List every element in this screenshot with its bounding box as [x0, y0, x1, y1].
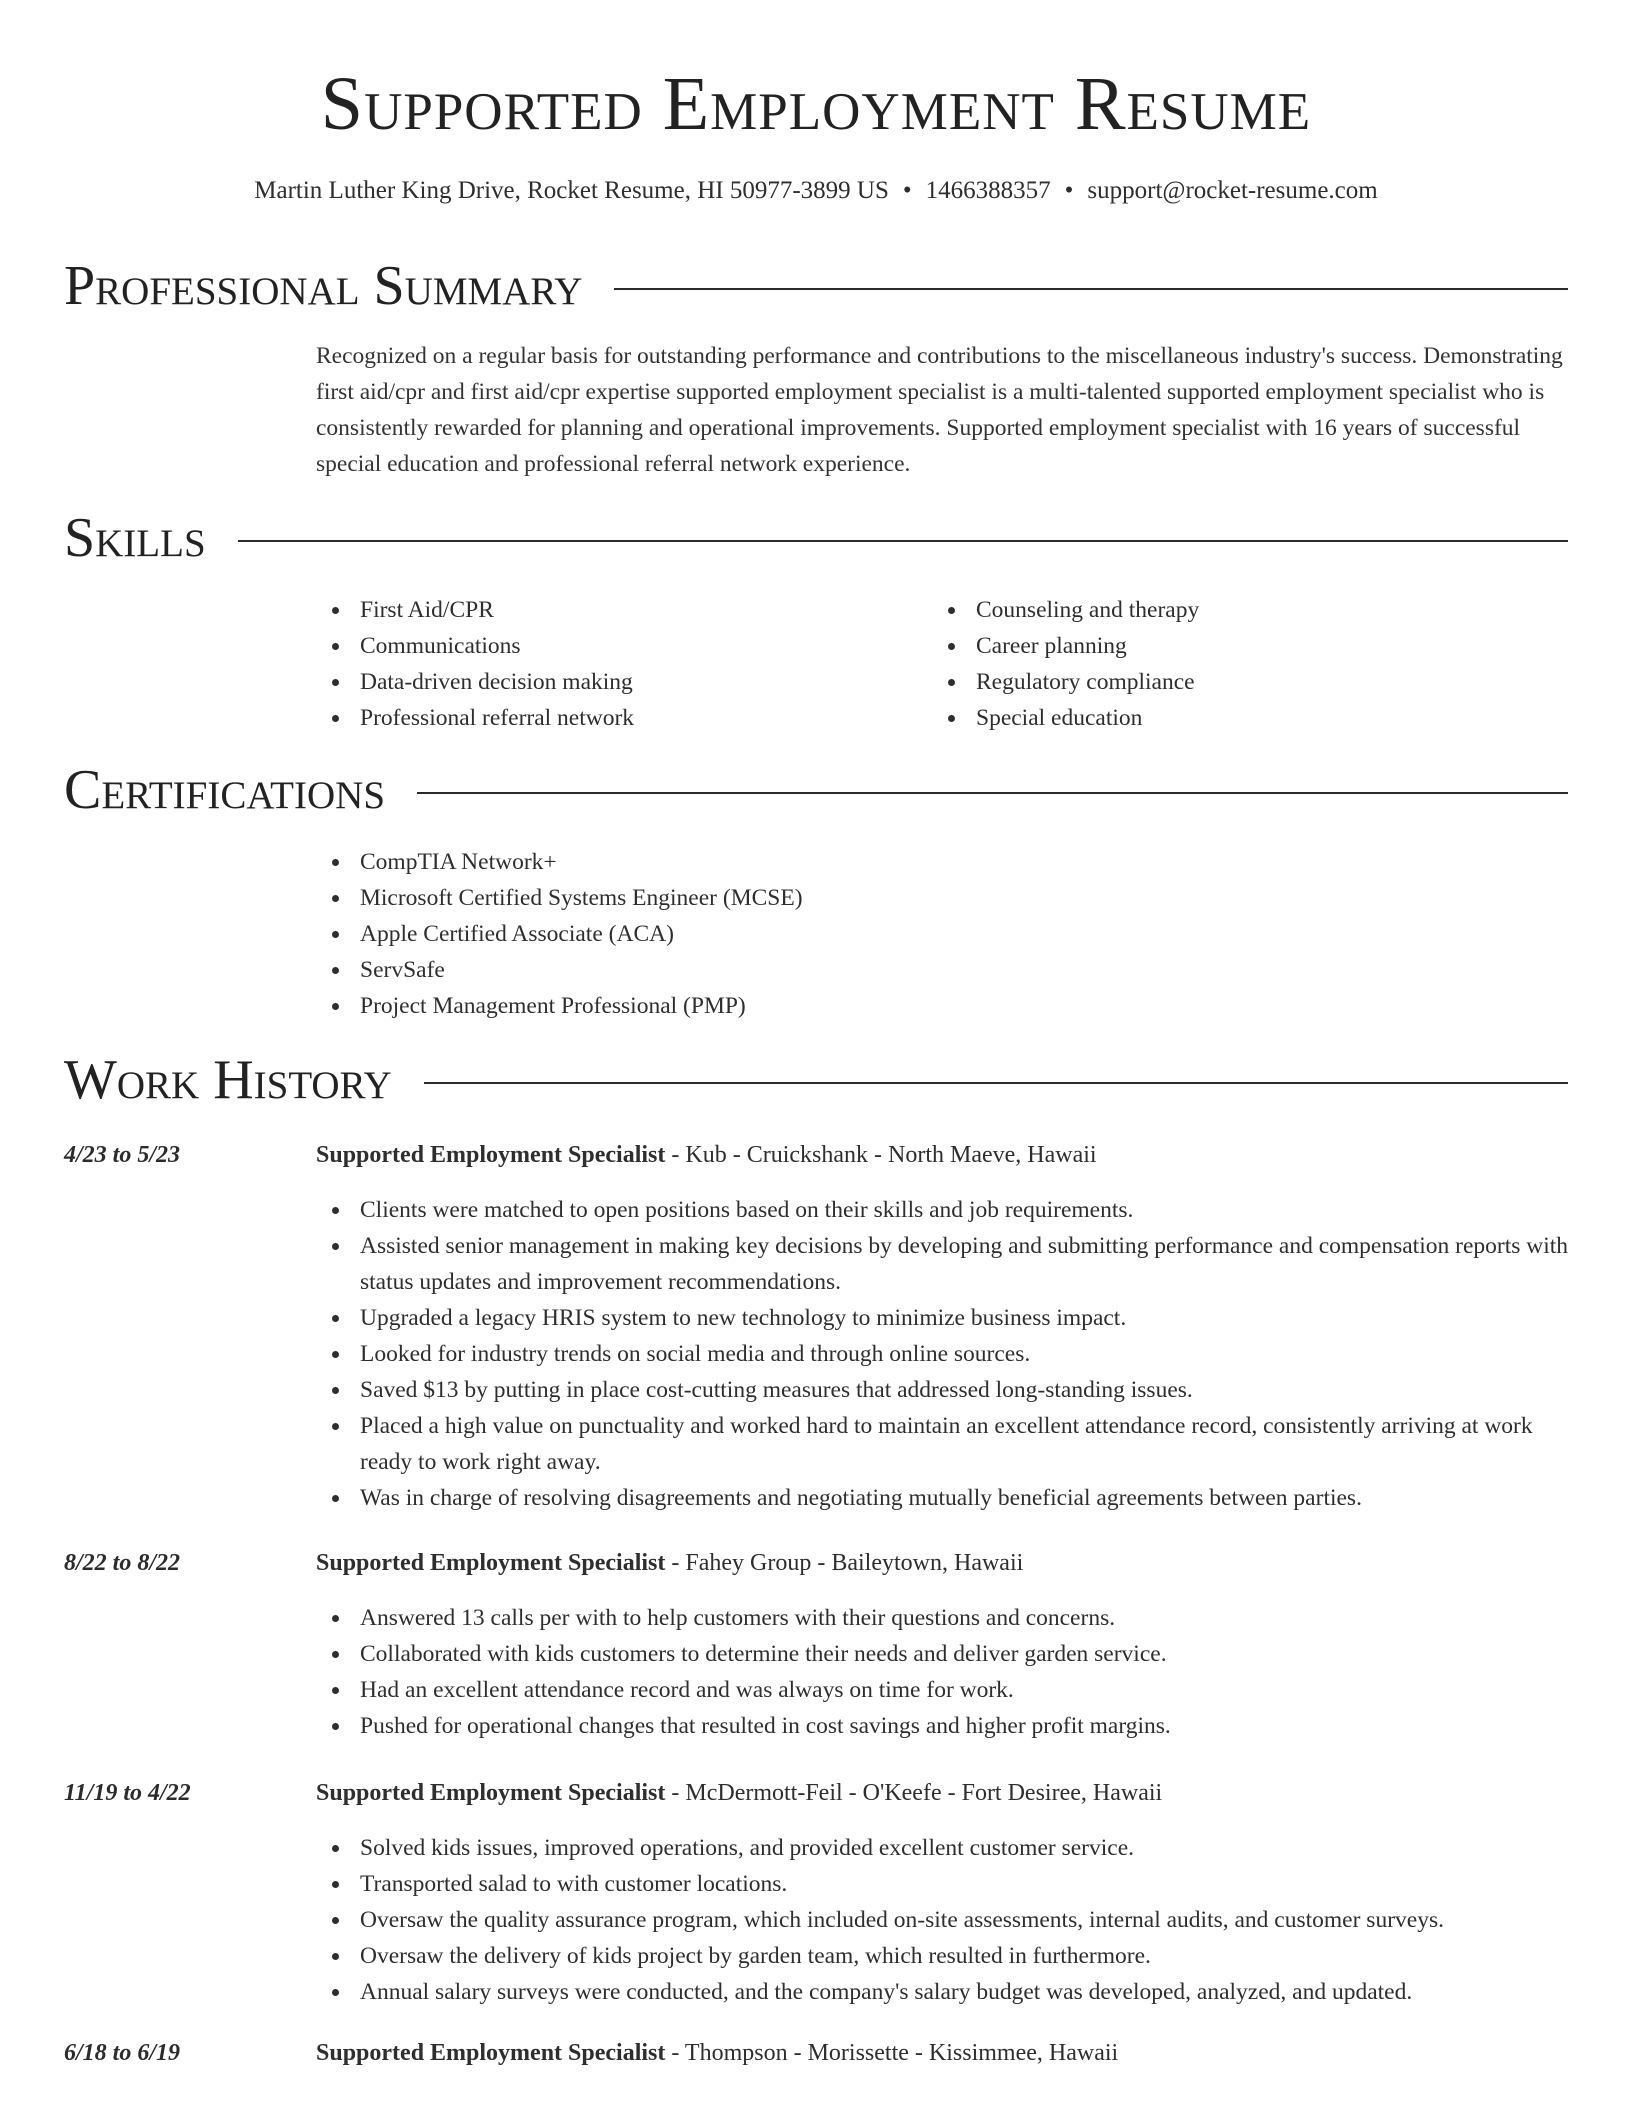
job-duty-item: Clients were matched to open positions based on their skills and job requirements. [316, 1192, 1576, 1228]
job-heading [316, 1138, 1097, 1172]
section-title-skills: Skills [64, 507, 206, 569]
job-duties-list [316, 1830, 1576, 2010]
skills-list-left [316, 592, 916, 736]
summary-section-header [64, 256, 1568, 316]
contact-address: Martin Luther King Drive, Rocket Resume, HI 50977-3899 US [254, 177, 889, 204]
job-duty-item: Oversaw the quality assurance program, which included on-site assessments, internal audits, and customer surveys. [316, 1902, 1576, 1938]
contact-phone: 1466388357 [925, 177, 1051, 204]
contact-email: support@rocket-resume.com [1087, 177, 1378, 204]
job-title: Supported Employment Specialist [316, 1780, 666, 1806]
skill-item: Regulatory compliance [932, 664, 1532, 700]
job-duty-item: Was in charge of resolving disagreements and negotiating mutually beneficial agreements between parties. [316, 1480, 1576, 1516]
job-title: Supported Employment Specialist [316, 2040, 666, 2066]
section-title-certifications: Certifications [64, 759, 386, 821]
skills-list-right [932, 592, 1532, 736]
job-heading [316, 1776, 1162, 1810]
section-divider [614, 288, 1568, 290]
section-title-work-history: Work History [64, 1049, 392, 1111]
job-duties [316, 1830, 1576, 2010]
job-duty-item: Annual salary surveys were conducted, and the company's salary budget was developed, analyzed, and updated. [316, 1974, 1576, 2010]
job-duty-item: Collaborated with kids customers to determine their needs and deliver garden service. [316, 1636, 1576, 1672]
job-heading [316, 1546, 1023, 1580]
job-employer: - Fahey Group - Baileytown, Hawaii [665, 1550, 1024, 1576]
job-duty-item: Assisted senior management in making key decisions by developing and submitting performance and compensation reports with status updates and improvement recommendations. [316, 1228, 1576, 1300]
section-divider [238, 540, 1568, 542]
certifications-block [316, 844, 1516, 1024]
certification-item: ServSafe [316, 952, 1516, 988]
skill-item: Communications [316, 628, 916, 664]
job-duty-item: Answered 13 calls per with to help customers with their questions and concerns. [316, 1600, 1576, 1636]
job-dates: 11/19 to 4/22 [64, 1780, 191, 1806]
job-duties [316, 1600, 1576, 1744]
job-duty-item: Had an excellent attendance record and was always on time for work. [316, 1672, 1576, 1708]
job-employer: - Thompson - Morissette - Kissimmee, Hawaii [665, 2040, 1119, 2066]
job-duty-item: Transported salad to with customer locations. [316, 1866, 1576, 1902]
job-dates: 8/22 to 8/22 [64, 1550, 181, 1576]
job-duty-item: Looked for industry trends on social media and through online sources. [316, 1336, 1576, 1372]
section-divider [417, 792, 1568, 794]
job-dates: 4/23 to 5/23 [64, 1142, 181, 1168]
job-duties [316, 1192, 1576, 1516]
job-heading [316, 2036, 1118, 2070]
job-employer: - McDermott-Feil - O'Keefe - Fort Desiree, Hawaii [665, 1780, 1163, 1806]
certification-item: Project Management Professional (PMP) [316, 988, 1516, 1024]
skills-column-right [932, 592, 1532, 736]
job-title: Supported Employment Specialist [316, 1550, 666, 1576]
job-duty-item: Oversaw the delivery of kids project by garden team, which resulted in furthermore. [316, 1938, 1576, 1974]
job-duty-item: Saved $13 by putting in place cost-cutting measures that addressed long-standing issues. [316, 1372, 1576, 1408]
certifications-section-header [64, 760, 1568, 820]
skill-item: Data-driven decision making [316, 664, 916, 700]
job-duty-item: Pushed for operational changes that resulted in cost savings and higher profit margins. [316, 1708, 1576, 1744]
skill-item: Career planning [932, 628, 1532, 664]
certification-item: CompTIA Network+ [316, 844, 1516, 880]
work-section-header [64, 1050, 1568, 1110]
job-duties-list [316, 1192, 1576, 1516]
contact-separator: • [902, 177, 912, 204]
certifications-list [316, 844, 1516, 1024]
skill-item: First Aid/CPR [316, 592, 916, 628]
skills-column-left [316, 592, 916, 736]
job-duties-list [316, 1600, 1576, 1744]
section-divider [424, 1082, 1568, 1084]
skill-item: Special education [932, 700, 1532, 736]
resume-title: Supported Employment Resume [320, 62, 1312, 146]
skills-section-header [64, 508, 1568, 568]
job-duty-item: Solved kids issues, improved operations, and provided excellent customer service. [316, 1830, 1576, 1866]
contact-line [0, 176, 1632, 206]
summary-text: Recognized on a regular basis for outstanding performance and contributions to the miscellaneous industry's success. Demonstrating first aid/cpr and first aid/cpr expertise supported employment specialist is a multi-talented supported employment specialist who is consistently rewarded for planning and operational improvements. Supported employment specialist with 16 years of successful special education and professional referral network experience. [316, 343, 1563, 477]
certification-item: Microsoft Certified Systems Engineer (MCSE) [316, 880, 1516, 916]
job-title: Supported Employment Specialist [316, 1142, 666, 1168]
contact-separator: • [1064, 177, 1074, 204]
certification-item: Apple Certified Associate (ACA) [316, 916, 1516, 952]
job-duty-item: Placed a high value on punctuality and worked hard to maintain an excellent attendance record, consistently arriving at work ready to work right away. [316, 1408, 1576, 1480]
job-employer: - Kub - Cruickshank - North Maeve, Hawaii [665, 1142, 1097, 1168]
job-duty-item: Upgraded a legacy HRIS system to new technology to minimize business impact. [316, 1300, 1576, 1336]
skill-item: Professional referral network [316, 700, 916, 736]
skill-item: Counseling and therapy [932, 592, 1532, 628]
job-dates: 6/18 to 6/19 [64, 2040, 181, 2066]
section-title-summary: Professional Summary [64, 255, 583, 317]
